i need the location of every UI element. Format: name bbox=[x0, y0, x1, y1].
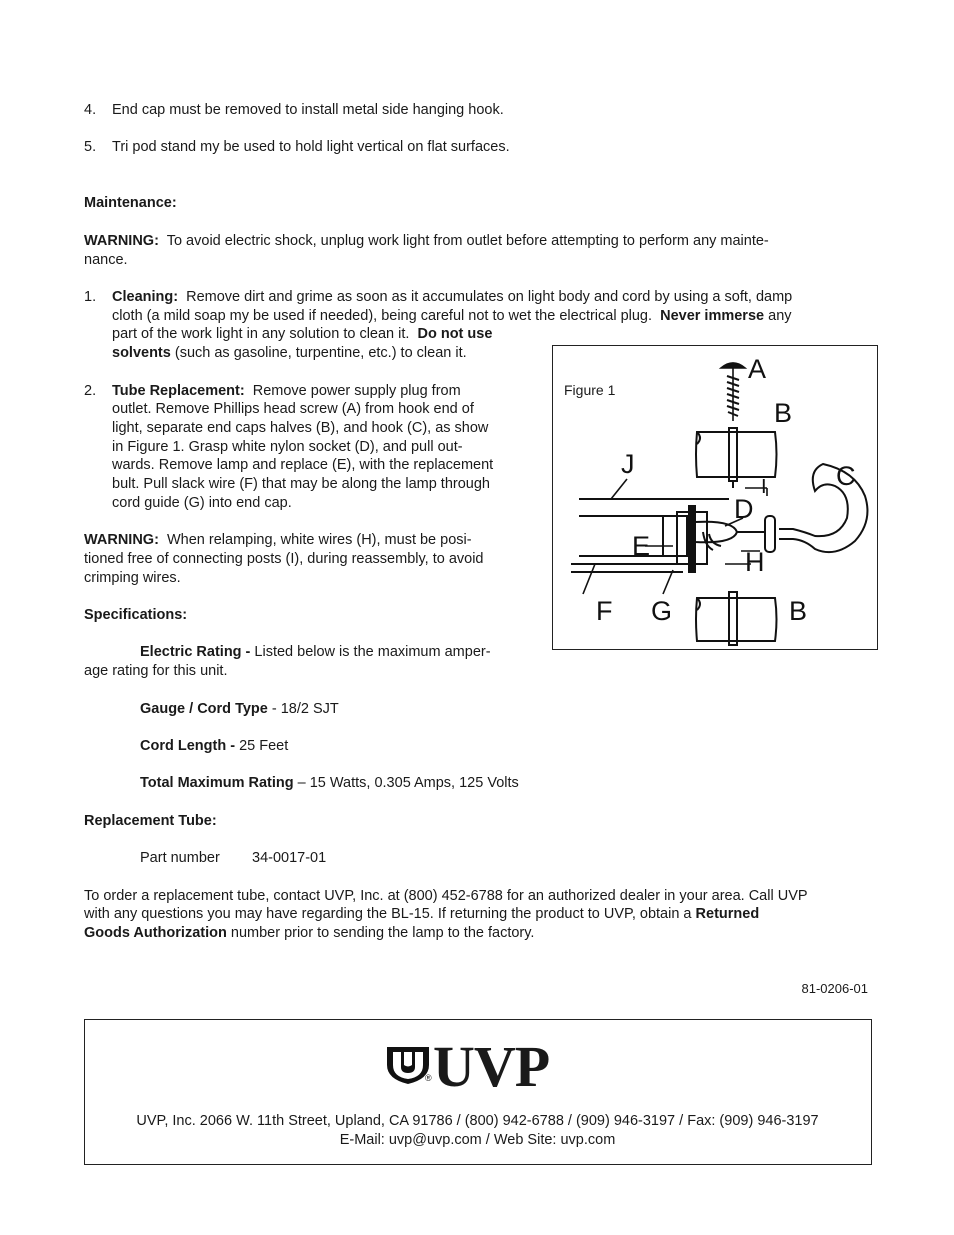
figure-1 bbox=[552, 345, 878, 650]
document-number: 81-0206-01 bbox=[801, 981, 868, 996]
do-not-use: Do not use bbox=[417, 326, 493, 342]
figure-caption: Figure 1 bbox=[564, 382, 616, 398]
tube-line2: outlet. Remove Phillips head screw (A) from hook end of bbox=[112, 401, 474, 417]
relamp-warning-line3: crimping wires. bbox=[84, 570, 181, 586]
relamp-warning-line1 bbox=[84, 531, 472, 550]
phillips-screw bbox=[721, 363, 745, 421]
rga-bold: Goods Authorization bbox=[84, 925, 227, 941]
electric-rating-text: Listed below is the maximum amper- bbox=[254, 644, 491, 660]
label-D: D bbox=[734, 494, 754, 524]
solvents: solvents bbox=[112, 345, 171, 361]
cleaning-label: Cleaning: bbox=[112, 289, 179, 305]
label-E: E bbox=[632, 531, 651, 561]
cleaning-line2 bbox=[112, 307, 792, 326]
specifications-heading: Specifications: bbox=[84, 607, 188, 623]
step-4-number: 4. bbox=[84, 102, 97, 118]
tube-line3: light, separate end caps halves (B), and hook (C), as show bbox=[112, 420, 489, 436]
relamp-warning-line2: tioned free of connecting posts (I), during reassembly, to avoid bbox=[84, 551, 484, 567]
replacement-tube-heading: Replacement Tube: bbox=[84, 813, 217, 829]
ordering-line2 bbox=[84, 905, 759, 924]
total-rating-label: Total Maximum Rating bbox=[140, 775, 294, 791]
tube-text-1: Remove power supply plug from bbox=[252, 383, 461, 399]
step-4-text: End cap must be removed to install metal side hanging hook. bbox=[112, 102, 504, 118]
label-B-top: B bbox=[774, 398, 793, 428]
label-I: I bbox=[761, 476, 767, 498]
warning-label: WARNING: bbox=[84, 233, 159, 249]
label-J: J bbox=[621, 449, 635, 479]
part-number-value: 34-0017-01 bbox=[252, 850, 327, 866]
cleaning-number: 1. bbox=[84, 289, 97, 305]
cleaning-line1 bbox=[112, 288, 792, 307]
gauge-label: Gauge / Cord Type bbox=[140, 701, 268, 717]
step-5-number: 5. bbox=[84, 139, 97, 155]
tube-line1 bbox=[112, 382, 461, 401]
relamp-warning-label: WARNING: bbox=[84, 532, 159, 548]
footer-address: UVP, Inc. 2066 W. 11th Street, Upland, CA 91786 / (800) 942-6788 / (909) 946-3197 / Fax: (909) 946-3197 bbox=[136, 1113, 819, 1129]
footer-contact: E-Mail: uvp@uvp.com / Web Site: uvp.com bbox=[339, 1132, 616, 1148]
logo-wordmark: UVP bbox=[433, 1034, 550, 1099]
electric-rating-label: Electric Rating - bbox=[140, 644, 251, 660]
label-A: A bbox=[748, 354, 767, 384]
never-immerse: Never immerse bbox=[660, 308, 765, 324]
tube-line5: wards. Remove lamp and replace (E), with the replacement bbox=[112, 457, 494, 473]
label-H: H bbox=[745, 547, 765, 577]
warning-text-line1: To avoid electric shock, unplug work light from outlet before attempting to perform any mainte- bbox=[166, 233, 769, 249]
cleaning-line3 bbox=[112, 325, 492, 344]
tube-line4: in Figure 1. Grasp white nylon socket (D), and pull out- bbox=[112, 439, 463, 455]
returned-bold: Returned bbox=[695, 906, 760, 922]
cleaning-text-4: (such as gasoline, turpentine, etc.) to clean it. bbox=[174, 345, 467, 361]
cleaning-text-2c: any bbox=[768, 308, 792, 324]
registered-mark: ® bbox=[425, 1073, 432, 1083]
cleaning-line4 bbox=[112, 344, 467, 363]
label-G: G bbox=[651, 596, 673, 626]
relamp-text-1: When relamping, white wires (H), must be posi- bbox=[166, 532, 472, 548]
gauge-cord-type bbox=[140, 700, 339, 719]
electric-rating bbox=[140, 643, 491, 662]
cord-length-value: 25 Feet bbox=[239, 738, 289, 754]
warning-text-line2: nance. bbox=[84, 252, 128, 268]
label-C: C bbox=[836, 461, 856, 491]
total-rating bbox=[140, 774, 519, 793]
tube-replacement-label: Tube Replacement: bbox=[112, 383, 245, 399]
tube-line6: bult. Pull slack wire (F) that may be along the lamp through bbox=[112, 476, 490, 492]
footer bbox=[84, 1019, 872, 1165]
tube-replacement-number: 2. bbox=[84, 383, 97, 399]
electric-rating-line2: age rating for this unit. bbox=[84, 663, 228, 679]
cleaning-text-3: part of the work light in any solution to clean it. bbox=[112, 326, 410, 342]
cord-length bbox=[140, 737, 288, 756]
total-rating-value: – 15 Watts, 0.305 Amps, 125 Volts bbox=[297, 775, 519, 791]
cleaning-text-2: cloth (a mild soap my be used if needed), being careful not to wet the electrical plug. bbox=[112, 308, 653, 324]
cord-length-label: Cord Length - bbox=[140, 738, 236, 754]
uvp-logo bbox=[385, 1034, 575, 1099]
tube-line7: cord guide (G) into end cap. bbox=[112, 495, 292, 511]
ordering-text-2: with any questions you may have regarding the BL-15. If returning the product to UVP, obtain a bbox=[84, 906, 692, 922]
part-number-label: Part number bbox=[140, 850, 220, 866]
ordering-line1: To order a replacement tube, contact UVP, Inc. at (800) 452-6788 for an authorized dealer in your area. Call UVP bbox=[84, 888, 808, 904]
ordering-line3 bbox=[84, 924, 534, 943]
label-B-bottom: B bbox=[789, 596, 808, 626]
maintenance-warning bbox=[84, 232, 769, 251]
ordering-text-3: number prior to sending the lamp to the factory. bbox=[230, 925, 535, 941]
maintenance-heading: Maintenance: bbox=[84, 195, 177, 211]
end-cap-bottom bbox=[696, 592, 777, 645]
gauge-value: - 18/2 SJT bbox=[271, 701, 339, 717]
label-F: F bbox=[596, 596, 613, 626]
step-5-text: Tri pod stand my be used to hold light vertical on flat surfaces. bbox=[112, 139, 510, 155]
cleaning-text-1: Remove dirt and grime as soon as it accumulates on light body and cord by using a soft, damp bbox=[186, 289, 793, 305]
